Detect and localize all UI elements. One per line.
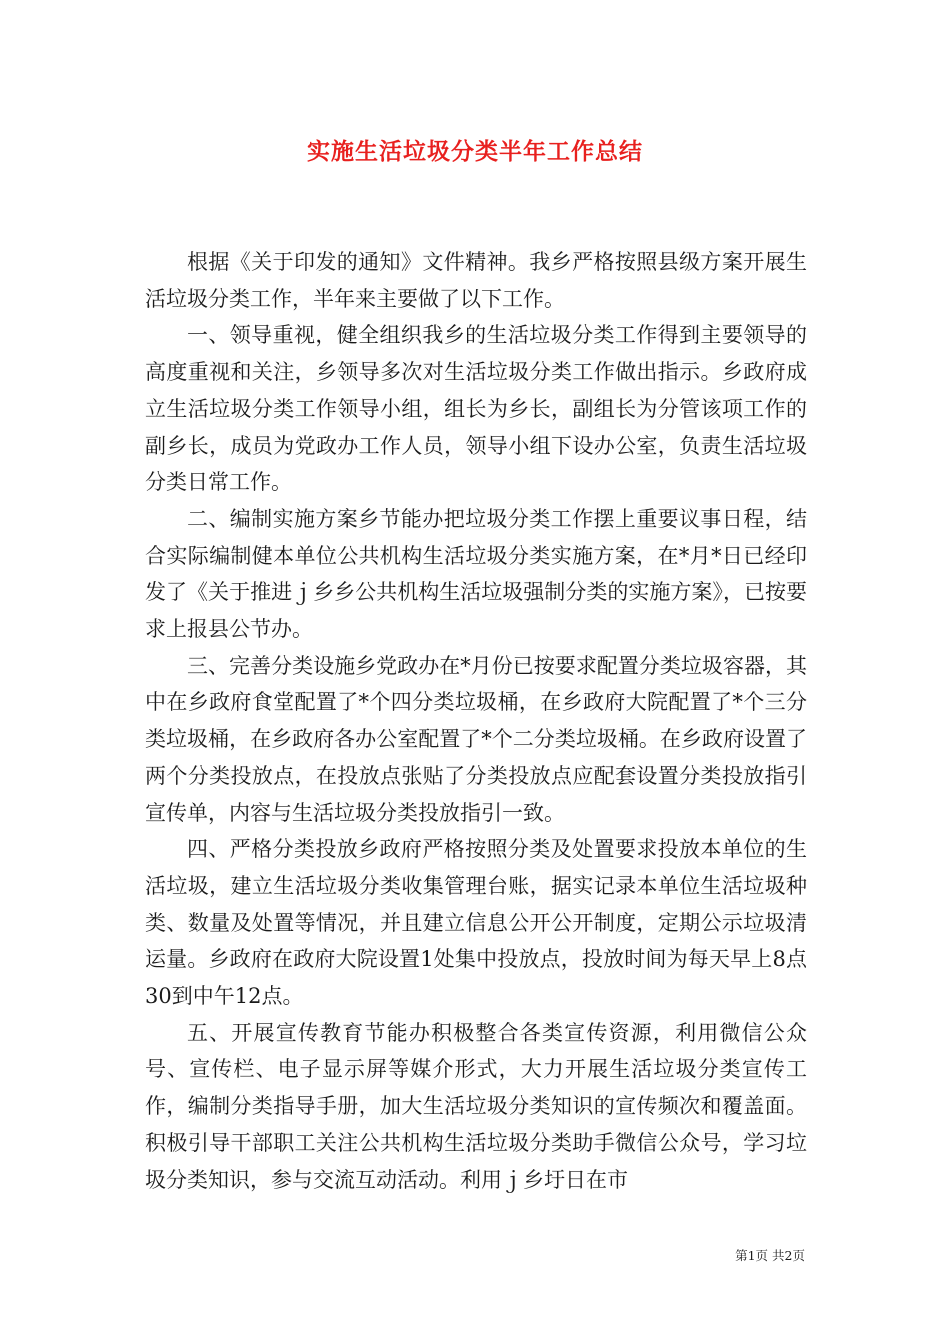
paragraph-leadership: 一、领导重视，健全组织我乡的生活垃圾分类工作得到主要领导的高度重视和关注，乡领导多次对生活垃圾分类工作做出指示。乡政府成立生活垃圾分类工作领导小组，组长为乡长，副组长为分管该项工作的副乡长，成员为党政办工作人员，领导小组下设办公室，负责生活垃圾分类日常工作。: [145, 323, 807, 495]
page-number-footer: 第1页 共2页: [735, 1248, 805, 1263]
paragraph-publicity: 五、开展宣传教育节能办积极整合各类宣传资源，利用微信公众号、宣传栏、电子显示屏等媒介形式，大力开展生活垃圾分类宣传工作，编制分类指导手册，加大生活垃圾分类知识的宣传频次和覆盖面。积极引导干部职工关注公共机构生活垃圾分类助手微信公众号，学习垃圾分类知识，参与交流互动活动。利用ｊ乡圩日在市: [145, 1020, 807, 1192]
document-title: 实施生活垃圾分类半年工作总结: [307, 138, 643, 165]
paragraph-disposal: 四、严格分类投放乡政府严格按照分类及处置要求投放本单位的生活垃圾，建立生活垃圾分类收集管理台账，据实记录本单位生活垃圾种类、数量及处置等情况，并且建立信息公开公开制度，定期公示垃圾清运量。乡政府在政府大院设置1处集中投放点，投放时间为每天早上8点30到中午12点。: [145, 837, 807, 1009]
document-body: [145, 244, 807, 1198]
paragraph-facilities: 三、完善分类设施乡党政办在*月份已按要求配置分类垃圾容器，其中在乡政府食堂配置了*个四分类垃圾桶，在乡政府大院配置了*个三分类垃圾桶，在乡政府各办公室配置了*个二分类垃圾桶。在乡政府设置了两个分类投放点，在投放点张贴了分类投放点应配套设置分类投放指引宣传单，内容与生活垃圾分类投放指引一致。: [145, 653, 807, 825]
paragraph-plan: 二、编制实施方案乡节能办把垃圾分类工作摆上重要议事日程，结合实际编制健本单位公共机构生活垃圾分类实施方案，在*月*日已经印发了《关于推进ｊ乡乡公共机构生活垃圾强制分类的实施方案》，已按要求上报县公节办。: [145, 506, 807, 642]
paragraph-intro: 根据《关于印发的通知》文件精神。我乡严格按照县级方案开展生活垃圾分类工作，半年来主要做了以下工作。: [145, 250, 807, 311]
